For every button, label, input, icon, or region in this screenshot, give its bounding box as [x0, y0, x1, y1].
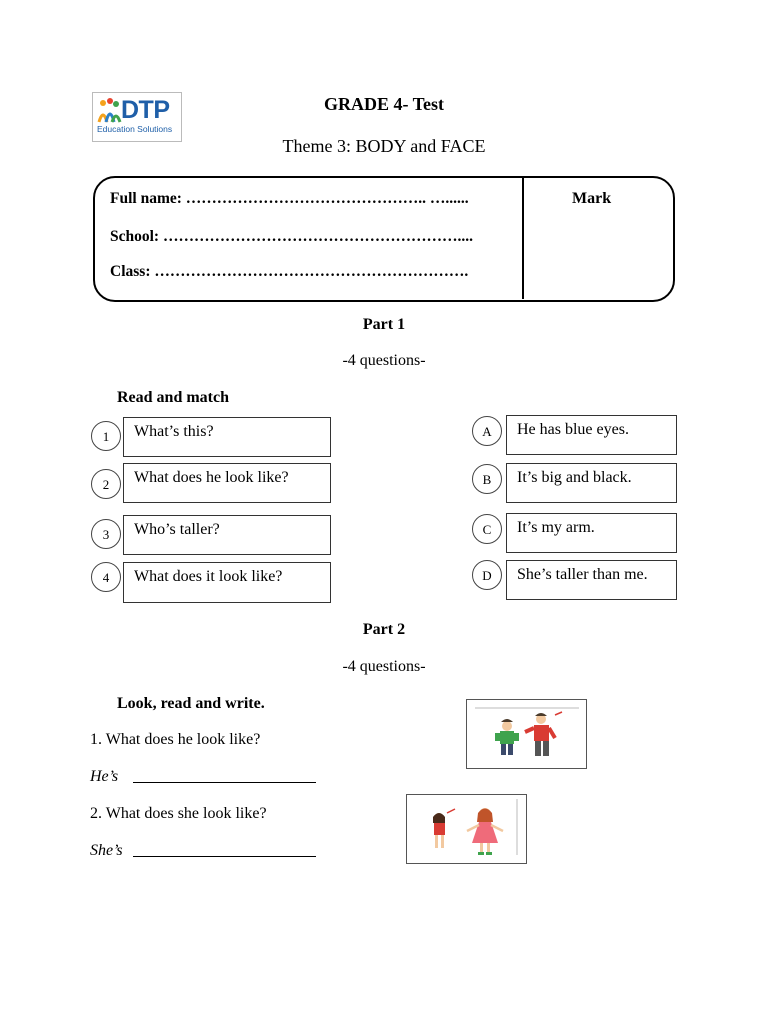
question-number: 1: [91, 421, 121, 451]
answer-box: She’s taller than me.: [506, 560, 677, 600]
answer-box: It’s big and black.: [506, 463, 677, 503]
question-box: What’s this?: [123, 417, 331, 457]
tall-man-and-boy-illustration: [467, 700, 586, 768]
answer-prompt: He’s: [90, 768, 119, 785]
logo-subtext: Education Solutions: [97, 124, 173, 134]
answer-letter: C: [472, 514, 502, 544]
page-subtitle: Theme 3: BODY and FACE: [282, 136, 486, 156]
mark-label: Mark: [572, 190, 612, 207]
logo-text: DTP: [121, 96, 170, 124]
class-field[interactable]: Class: …………………………………………………….: [110, 263, 469, 280]
answer-line[interactable]: [133, 782, 316, 783]
question-number: 3: [91, 519, 121, 549]
question-box: Who’s taller?: [123, 515, 331, 555]
question-box: What does he look like?: [123, 463, 331, 503]
part2-instruction: Look, read and write.: [117, 695, 265, 712]
answer-box: He has blue eyes.: [506, 415, 677, 455]
answer-letter: A: [472, 416, 502, 446]
part2-question: 2. What does she look like?: [90, 805, 267, 822]
picture-two-girls: [406, 794, 527, 864]
info-divider: [522, 178, 524, 299]
answer-box: It’s my arm.: [506, 513, 677, 553]
full-name-field[interactable]: Full name: ……………………………………….. …......: [110, 190, 469, 207]
part1-instruction: Read and match: [117, 389, 230, 406]
answer-prompt: She’s: [90, 842, 123, 859]
page-title: GRADE 4- Test: [323, 94, 444, 114]
question-number: 4: [91, 562, 121, 592]
part1-title: Part 1: [362, 316, 406, 333]
school-field[interactable]: School: …………………………………………………....: [110, 228, 473, 245]
part1-question-count: -4 questions-: [342, 352, 426, 369]
part2-question: 1. What does he look like?: [90, 731, 261, 748]
two-girls-illustration: [407, 795, 526, 863]
picture-tall-man-and-boy: [466, 699, 587, 769]
answer-line[interactable]: [133, 856, 316, 857]
part2-question-count: -4 questions-: [342, 658, 426, 675]
answer-letter: B: [472, 464, 502, 494]
question-number: 2: [91, 469, 121, 499]
answer-letter: D: [472, 560, 502, 590]
part2-title: Part 2: [362, 621, 406, 638]
question-box: What does it look like?: [123, 562, 331, 603]
